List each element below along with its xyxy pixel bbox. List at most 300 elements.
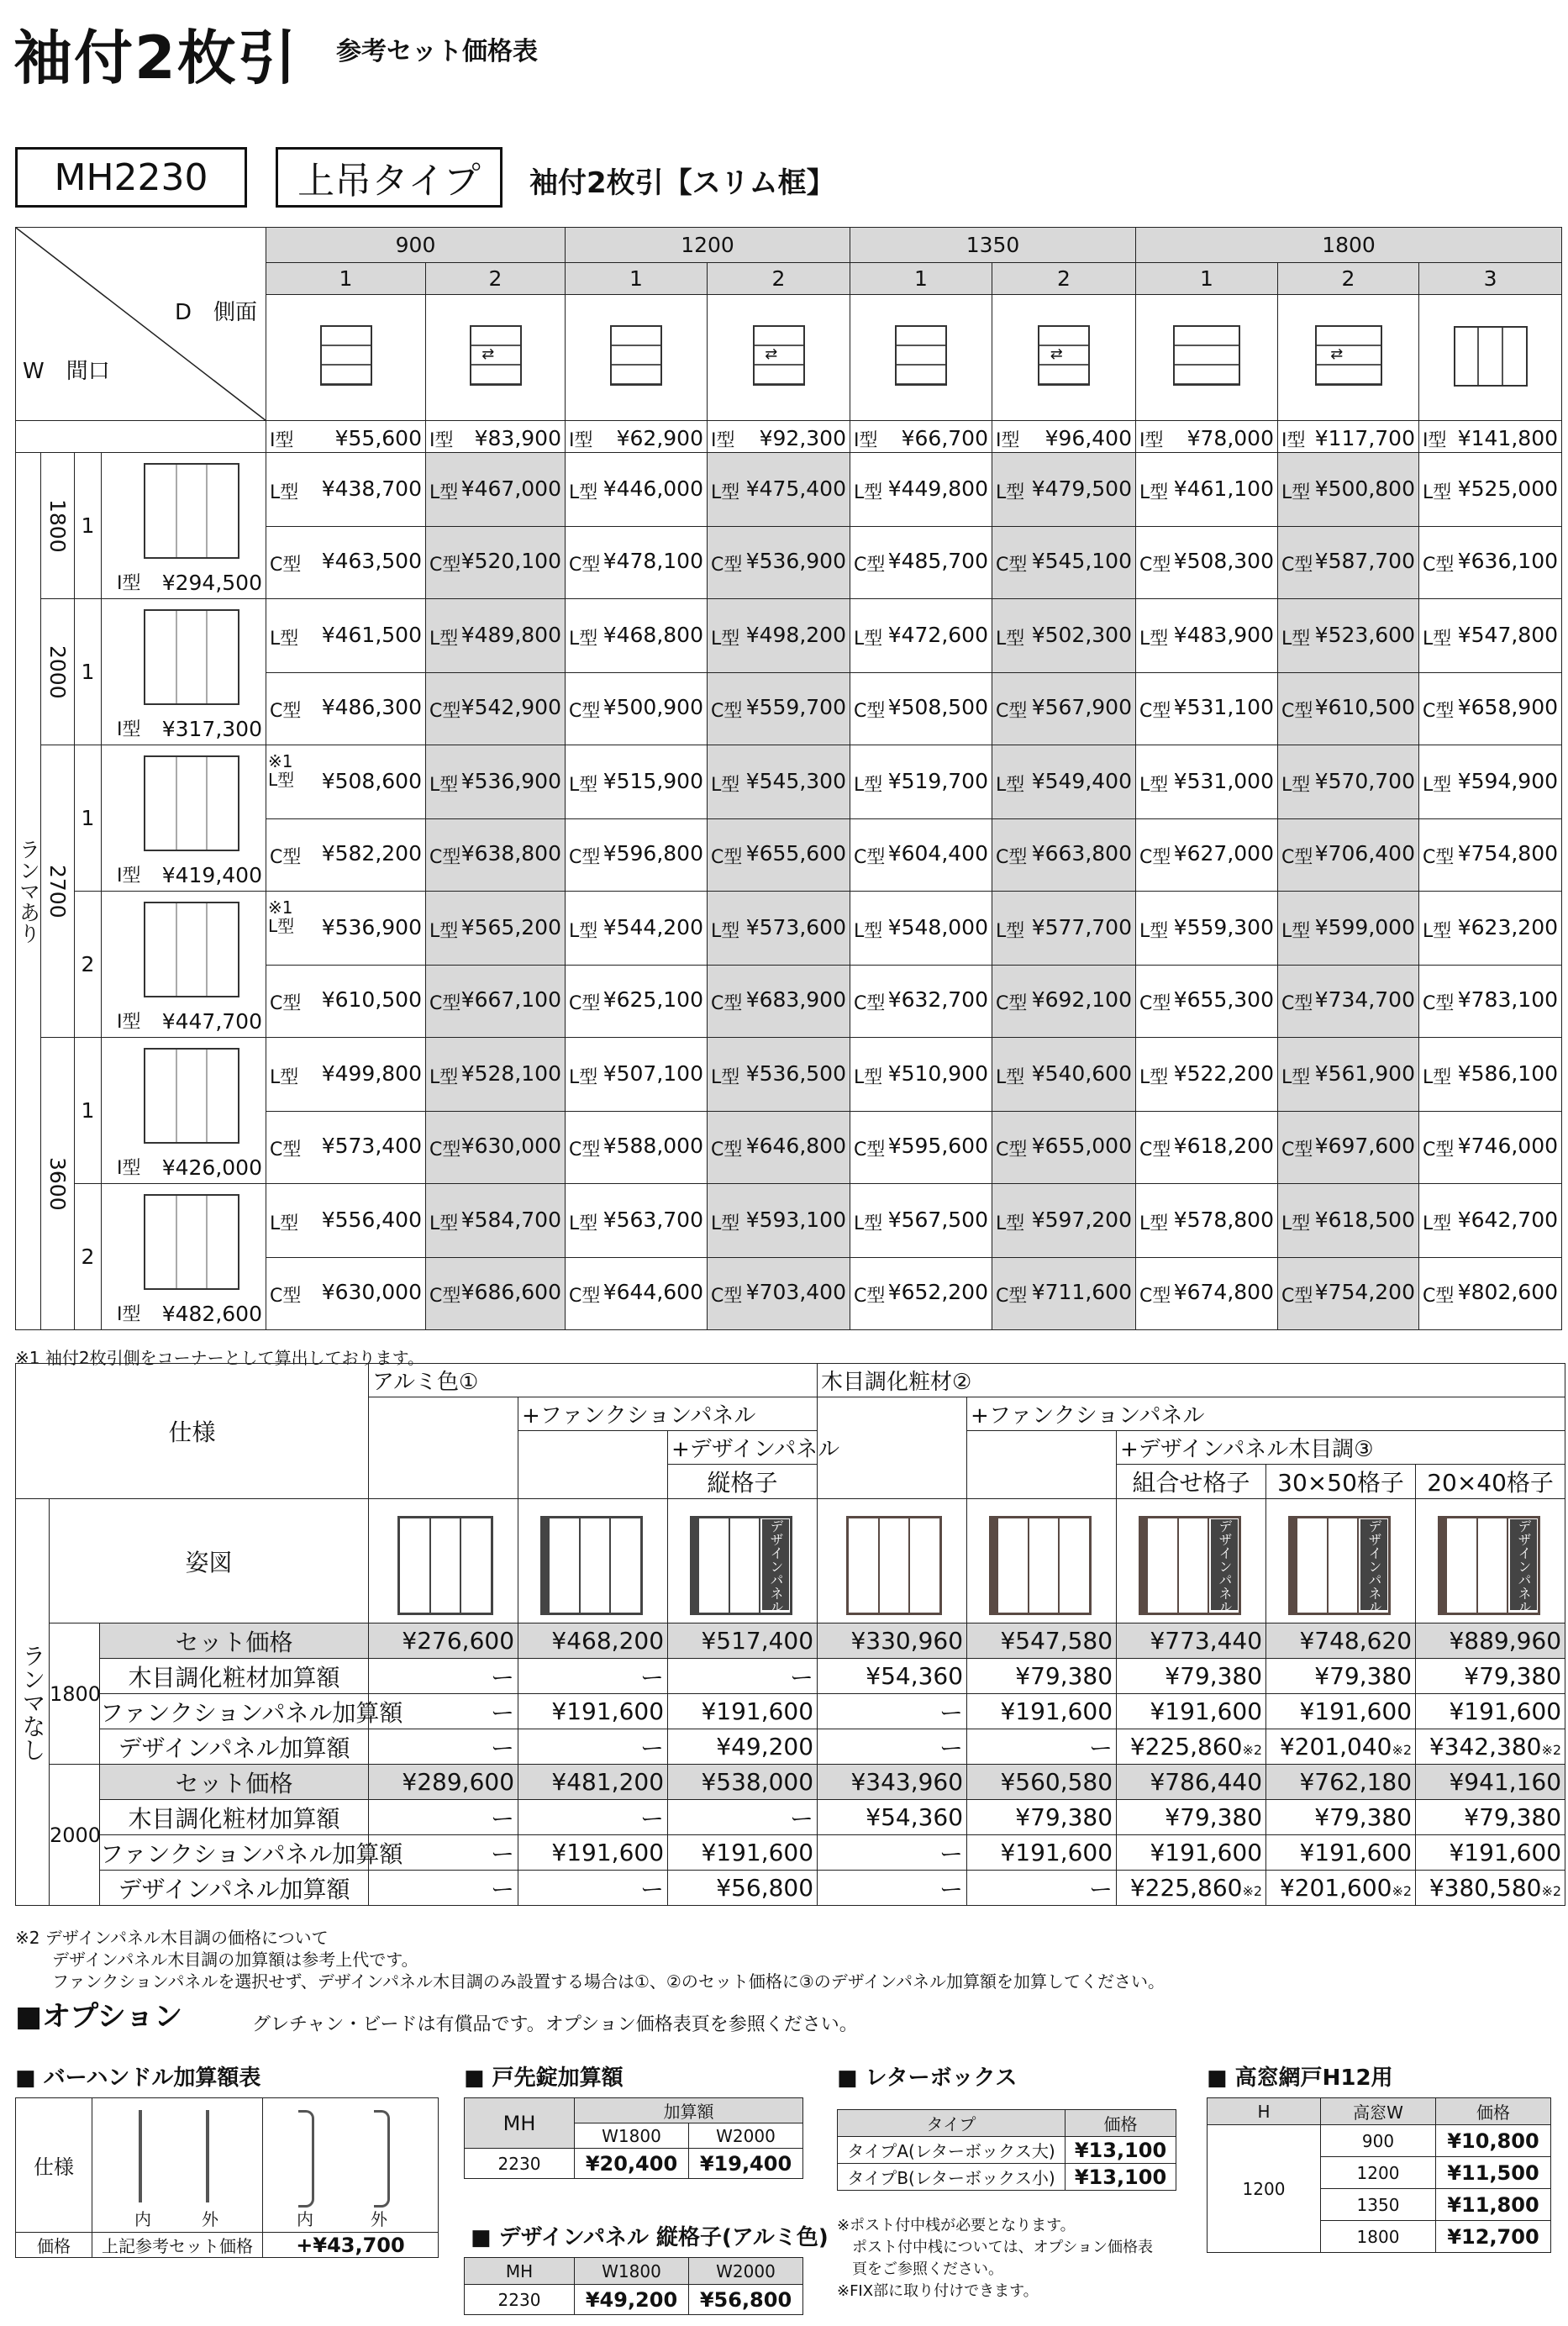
price-cell: C型 ¥692,100 <box>992 966 1136 1038</box>
price-cell: L型 ¥586,100 <box>1419 1038 1562 1112</box>
side-window-fig <box>266 295 426 421</box>
height-label: 2000 <box>41 599 75 745</box>
set-price: ¥380,580※2 <box>1416 1871 1565 1906</box>
set-row-label: ファンクションパネル加算額 <box>100 1835 369 1871</box>
price-cell: C型 ¥486,300 <box>266 673 426 745</box>
price-cell: L型 ¥502,300 <box>992 599 1136 673</box>
set-price: ー <box>369 1871 518 1906</box>
lock-v1: ¥20,400 <box>575 2149 689 2179</box>
price-cell: L型 ¥438,700 <box>266 453 426 527</box>
price-cell: C型 ¥686,600 <box>426 1258 566 1330</box>
top-price: I型 ¥83,900 <box>426 421 566 453</box>
price-cell: C型 ¥536,900 <box>708 527 850 599</box>
price-cell: L型 ¥584,700 <box>426 1184 566 1258</box>
row-number: 1 <box>75 1038 102 1184</box>
price-cell: L型 ¥561,900 <box>1278 1038 1419 1112</box>
note-2a: ※2 デザインパネル木目調の価格について <box>15 1928 329 1948</box>
bar-ref: 上記参考セット価格 <box>92 2233 263 2258</box>
side-window-fig: ⇄ <box>1278 295 1419 421</box>
lock-w1800: W1800 <box>575 2123 689 2149</box>
set-fig <box>818 1499 967 1623</box>
set-price: ¥889,960 <box>1416 1623 1565 1659</box>
design-wood-header: +デザインパネル木目調③ <box>1117 1431 1565 1465</box>
price-cell: L型 ¥479,500 <box>992 453 1136 527</box>
set-fig <box>369 1499 518 1623</box>
letter-row-a: タイプA(レターボックス大) <box>838 2137 1066 2164</box>
net-price: 価格 <box>1436 2098 1551 2125</box>
height-label: 1800 <box>41 453 75 599</box>
note-2b: デザインパネル木目調の加算額は参考上代です。 <box>52 1950 418 1970</box>
net-hv: 1200 <box>1208 2125 1321 2253</box>
wood-header: 木目調化粧材② <box>818 1364 1565 1397</box>
set-price: ¥191,600 <box>967 1694 1117 1729</box>
set-price: ¥481,200 <box>518 1765 668 1800</box>
set-fig: デザインパネル <box>1416 1499 1565 1623</box>
price-cell: L型 ¥468,800 <box>566 599 708 673</box>
row-number: 1 <box>75 453 102 599</box>
bar-handle-table <box>15 2097 439 2258</box>
price-cell: L型 ¥531,000 <box>1136 745 1278 819</box>
price-cell: L型 ¥556,400 <box>266 1184 426 1258</box>
front-fig: I型 ¥294,500 <box>102 453 266 599</box>
top-price: I型 ¥62,900 <box>566 421 708 453</box>
price-cell: C型 ¥674,800 <box>1136 1258 1278 1330</box>
row-number: 1 <box>75 599 102 745</box>
lock-mh: MH <box>465 2098 575 2149</box>
price-cell: C型 ¥655,600 <box>708 819 850 892</box>
price-cell: L型 ¥642,700 <box>1419 1184 1562 1258</box>
kumi-header: 組合せ格子 <box>1117 1465 1266 1499</box>
price-cell: C型 ¥618,200 <box>1136 1112 1278 1184</box>
set-price: ¥560,580 <box>967 1765 1117 1800</box>
side-window-fig: ⇄ <box>426 295 566 421</box>
set-price: ¥56,800 <box>668 1871 818 1906</box>
price-cell: C型 ¥478,100 <box>566 527 708 599</box>
front-fig: I型 ¥419,400 <box>102 745 266 892</box>
row-number: 1 <box>75 745 102 892</box>
letter-table <box>837 2109 1176 2191</box>
price-cell: L型 ¥489,800 <box>426 599 566 673</box>
design-header: +デザインパネル <box>668 1431 818 1465</box>
price-cell: L型 ¥544,200 <box>566 892 708 966</box>
price-cell: C型 ¥652,200 <box>850 1258 992 1330</box>
set-price: ー <box>818 1694 967 1729</box>
price-cell: L型 ¥499,800 <box>266 1038 426 1112</box>
set-price: ¥547,580 <box>967 1623 1117 1659</box>
price-cell: L型 ¥461,100 <box>1136 453 1278 527</box>
bar-fig-1 <box>92 2098 263 2233</box>
set-price: ー <box>818 1729 967 1765</box>
set-fig: デザインパネル <box>1117 1499 1266 1623</box>
series-label: 袖付2枚引【スリム框】 <box>529 166 835 200</box>
set-fig <box>967 1499 1117 1623</box>
price-cell: C型 ¥627,000 <box>1136 819 1278 892</box>
set-fig: デザインパネル <box>668 1499 818 1623</box>
set-price: ¥289,600 <box>369 1765 518 1800</box>
set-price: ¥191,600 <box>1266 1694 1416 1729</box>
set-price: ¥276,600 <box>369 1623 518 1659</box>
price-cell: C型 ¥754,800 <box>1419 819 1562 892</box>
bar-title: ■ バーハンドル加算額表 <box>15 2066 261 2091</box>
set-price: ¥773,440 <box>1117 1623 1266 1659</box>
price-cell: C型 ¥783,100 <box>1419 966 1562 1038</box>
price-cell: L型 ¥597,200 <box>992 1184 1136 1258</box>
lock-row: 2230 <box>465 2149 575 2179</box>
dp-w1800: W1800 <box>575 2258 689 2285</box>
price-cell: C型 ¥644,600 <box>566 1258 708 1330</box>
lock-kasan: 加算額 <box>575 2098 803 2123</box>
price-cell: C型 ¥632,700 <box>850 966 992 1038</box>
price-cell: L型 ¥528,100 <box>426 1038 566 1112</box>
letter-row-b: タイプB(レターボックス小) <box>838 2164 1066 2191</box>
set-price: ¥79,380 <box>1266 1800 1416 1835</box>
width-header: 1800 <box>1136 228 1562 263</box>
price-cell: L型 ¥549,400 <box>992 745 1136 819</box>
price-cell: L型 ¥475,400 <box>708 453 850 527</box>
price-cell: C型 ¥587,700 <box>1278 527 1419 599</box>
set-price: ¥191,600 <box>1416 1694 1565 1729</box>
lock-v2: ¥19,400 <box>689 2149 803 2179</box>
price-cell: L型 ¥594,900 <box>1419 745 1562 819</box>
pull-handle-icon <box>298 2110 314 2208</box>
price-cell: C型 ¥655,000 <box>992 1112 1136 1184</box>
top-price: I型 ¥55,600 <box>266 421 426 453</box>
price-cell: C型 ¥646,800 <box>708 1112 850 1184</box>
front-fig: I型 ¥447,700 <box>102 892 266 1038</box>
net-w: 高窓W <box>1321 2098 1436 2125</box>
set-price: ¥225,860※2 <box>1117 1871 1266 1906</box>
ranma-label: ランマあり <box>16 453 41 1330</box>
set-price: ー <box>818 1835 967 1871</box>
set-price: ¥191,600 <box>1416 1835 1565 1871</box>
column-number: 2 <box>1278 263 1419 295</box>
set-row-label: セット価格 <box>100 1623 369 1659</box>
set-price: ¥941,160 <box>1416 1765 1565 1800</box>
nashi-label: ランマなし <box>16 1499 50 1906</box>
set-row-label: 木目調化粧材加算額 <box>100 1659 369 1694</box>
price-cell: C型 ¥746,000 <box>1419 1112 1562 1184</box>
note-2c: ファンクションパネルを選択せず、デザインパネル木目調のみ設置する場合は①、②のセット価格に③のデザインパネル加算額を加算してください。 <box>52 1971 1165 1992</box>
main-price-table <box>15 227 1562 1330</box>
price-cell: C型 ¥734,700 <box>1278 966 1419 1038</box>
price-cell: C型 ¥463,500 <box>266 527 426 599</box>
price-cell: L型 ¥540,600 <box>992 1038 1136 1112</box>
dp-mh: MH <box>465 2258 575 2285</box>
net-table: H 高窓W 価格 1200 900 ¥10,800 1200 ¥11,500 1350 ¥11,800 1800 ¥12,700 <box>1207 2097 1551 2253</box>
dp-v2: ¥56,800 <box>689 2285 803 2315</box>
set-fig: デザインパネル <box>1266 1499 1416 1623</box>
column-number: 3 <box>1419 263 1562 295</box>
bar-in-label: 内 <box>134 2209 151 2229</box>
bar-in-label: 内 <box>297 2209 313 2229</box>
price-cell: C型 ¥630,000 <box>266 1258 426 1330</box>
price-cell: L型 ¥599,000 <box>1278 892 1419 966</box>
column-number: 1 <box>266 263 426 295</box>
bar-price-label: 価格 <box>16 2233 92 2258</box>
price-cell: C型 ¥638,800 <box>426 819 566 892</box>
set-price: ¥343,960 <box>818 1765 967 1800</box>
set-price: ー <box>518 1800 668 1835</box>
page-title: 袖付2枚引 <box>13 24 298 92</box>
set-price: ー <box>369 1694 518 1729</box>
bar-spec: 仕様 <box>16 2098 92 2233</box>
set-price: ¥786,440 <box>1117 1765 1266 1800</box>
set-price: ¥201,600※2 <box>1266 1871 1416 1906</box>
price-cell: L型 ¥449,800 <box>850 453 992 527</box>
price-cell: C型 ¥596,800 <box>566 819 708 892</box>
set-price: ¥191,600 <box>668 1835 818 1871</box>
top-price: I型 ¥92,300 <box>708 421 850 453</box>
set-price: ¥79,380 <box>967 1659 1117 1694</box>
set-price: ¥79,380 <box>1117 1659 1266 1694</box>
set-price: ¥191,600 <box>1266 1835 1416 1871</box>
row-number: 2 <box>75 1184 102 1330</box>
fig-label: 姿図 <box>50 1499 369 1623</box>
price-cell: C型 ¥582,200 <box>266 819 426 892</box>
price-cell: C型 ¥545,100 <box>992 527 1136 599</box>
price-cell: L型 ¥522,200 <box>1136 1038 1278 1112</box>
bar-handle-icon <box>206 2110 209 2202</box>
price-cell: C型 ¥683,900 <box>708 966 850 1038</box>
option-title: ■オプション <box>15 2000 183 2034</box>
price-cell: C型 ¥604,400 <box>850 819 992 892</box>
set-price: ー <box>668 1659 818 1694</box>
lock-table <box>464 2097 803 2179</box>
set-price: ¥342,380※2 <box>1416 1729 1565 1765</box>
type-box: 上吊タイプ <box>276 147 502 208</box>
set-price: ¥79,380 <box>1416 1659 1565 1694</box>
net-title: ■ 高窓網戸H12用 <box>1207 2066 1393 2091</box>
price-cell: C型 ¥610,500 <box>266 966 426 1038</box>
price-cell: C型 ¥630,000 <box>426 1112 566 1184</box>
price-cell: C型 ¥703,400 <box>708 1258 850 1330</box>
top-price: I型 ¥141,800 <box>1419 421 1562 453</box>
column-number: 1 <box>850 263 992 295</box>
set-price: ー <box>369 1729 518 1765</box>
price-cell: C型 ¥485,700 <box>850 527 992 599</box>
price-cell: C型 ¥706,400 <box>1278 819 1419 892</box>
price-cell: L型 ¥548,000 <box>850 892 992 966</box>
side-window-fig <box>1136 295 1278 421</box>
side-window-fig: ⇄ <box>708 295 850 421</box>
front-fig: I型 ¥426,000 <box>102 1038 266 1184</box>
price-cell: L型 ¥483,900 <box>1136 599 1278 673</box>
set-price: ¥49,200 <box>668 1729 818 1765</box>
price-cell: ※1 L型 ¥536,900 <box>266 892 426 966</box>
set-price: ¥191,600 <box>518 1694 668 1729</box>
price-cell: C型 ¥588,000 <box>566 1112 708 1184</box>
page-subtitle: 参考セット価格表 <box>336 37 538 66</box>
price-cell: C型 ¥697,600 <box>1278 1112 1419 1184</box>
set-price: ー <box>967 1729 1117 1765</box>
func-header-wood: +ファンクションパネル <box>967 1397 1565 1431</box>
dp-row: 2230 <box>465 2285 575 2315</box>
dp-w2000: W2000 <box>689 2258 803 2285</box>
set-price: ー <box>369 1659 518 1694</box>
price-cell: L型 ¥467,000 <box>426 453 566 527</box>
price-cell: C型 ¥655,300 <box>1136 966 1278 1038</box>
k2040-header: 20×40格子 <box>1416 1465 1565 1499</box>
set-price: ¥762,180 <box>1266 1765 1416 1800</box>
column-number: 2 <box>992 263 1136 295</box>
func-header: +ファンクションパネル <box>518 1397 818 1431</box>
set-fig <box>518 1499 668 1623</box>
bar-handle-icon <box>139 2110 142 2202</box>
letter-notes: ※ポスト付中桟が必要となります。 ポスト付中桟については、オプション価格表 頁をご参照ください。 ※FIX部に取り付けできます。 <box>837 2217 1154 2300</box>
price-cell: L型 ¥570,700 <box>1278 745 1419 819</box>
side-window-fig <box>1419 295 1562 421</box>
price-cell: L型 ¥545,300 <box>708 745 850 819</box>
price-cell: C型 ¥711,600 <box>992 1258 1136 1330</box>
bar-fig-2 <box>263 2098 439 2233</box>
corner-w: W 間口 <box>23 359 110 384</box>
base-price: ¥419,400 <box>161 863 262 887</box>
price-cell: L型 ¥565,200 <box>426 892 566 966</box>
price-cell: L型 ¥563,700 <box>566 1184 708 1258</box>
set-price: ¥191,600 <box>518 1835 668 1871</box>
letter-title: ■ レターボックス <box>837 2066 1018 2091</box>
top-price: I型 ¥66,700 <box>850 421 992 453</box>
price-cell: L型 ¥472,600 <box>850 599 992 673</box>
spec-label: 仕様 <box>16 1364 369 1499</box>
side-window-fig <box>566 295 708 421</box>
width-header: 900 <box>266 228 566 263</box>
price-cell: C型 ¥754,200 <box>1278 1258 1419 1330</box>
lock-w2000: W2000 <box>689 2123 803 2149</box>
set-price: ー <box>518 1729 668 1765</box>
price-cell: L型 ¥593,100 <box>708 1184 850 1258</box>
base-price: ¥317,300 <box>161 717 262 741</box>
set-price: ¥330,960 <box>818 1623 967 1659</box>
price-cell: L型 ¥446,000 <box>566 453 708 527</box>
set-price: ¥517,400 <box>668 1623 818 1659</box>
top-price: I型 ¥78,000 <box>1136 421 1278 453</box>
price-cell: C型 ¥802,600 <box>1419 1258 1562 1330</box>
price-cell: L型 ¥498,200 <box>708 599 850 673</box>
column-number: 1 <box>1136 263 1278 295</box>
set-price: ¥79,380 <box>1117 1800 1266 1835</box>
base-price: ¥482,600 <box>161 1302 262 1326</box>
set-price: ¥54,360 <box>818 1659 967 1694</box>
net-h: H <box>1208 2098 1321 2125</box>
set-price: ¥191,600 <box>1117 1835 1266 1871</box>
set-row-label: ファンクションパネル加算額 <box>100 1694 369 1729</box>
bar-out-label: 外 <box>371 2209 387 2229</box>
price-cell: C型 ¥636,100 <box>1419 527 1562 599</box>
height-label: 3600 <box>41 1038 75 1330</box>
column-number: 2 <box>426 263 566 295</box>
price-cell: C型 ¥542,900 <box>426 673 566 745</box>
price-cell: L型 ¥525,000 <box>1419 453 1562 527</box>
set-price: ¥538,000 <box>668 1765 818 1800</box>
price-cell: C型 ¥508,300 <box>1136 527 1278 599</box>
bar-out-label: 外 <box>202 2209 218 2229</box>
set-row-label: セット価格 <box>100 1765 369 1800</box>
model-box: MH2230 <box>15 147 247 208</box>
price-cell: C型 ¥531,100 <box>1136 673 1278 745</box>
price-cell: L型 ¥515,900 <box>566 745 708 819</box>
price-cell: L型 ¥461,500 <box>266 599 426 673</box>
front-fig: I型 ¥317,300 <box>102 599 266 745</box>
price-cell: C型 ¥520,100 <box>426 527 566 599</box>
note-1: ※1 袖付2枚引側をコーナーとして算出しております。 <box>15 1348 424 1368</box>
price-cell: L型 ¥578,800 <box>1136 1184 1278 1258</box>
set-price: ー <box>518 1659 668 1694</box>
price-cell: L型 ¥567,500 <box>850 1184 992 1258</box>
price-cell: C型 ¥625,100 <box>566 966 708 1038</box>
set-price: ー <box>818 1871 967 1906</box>
column-number: 1 <box>566 263 708 295</box>
width-header: 1200 <box>566 228 850 263</box>
price-cell: L型 ¥577,700 <box>992 892 1136 966</box>
alu-header: アルミ色① <box>369 1364 818 1397</box>
set-row-label: デザインパネル加算額 <box>100 1729 369 1765</box>
side-window-fig <box>850 295 992 421</box>
price-cell: C型 ¥667,100 <box>426 966 566 1038</box>
set-price: ¥201,040※2 <box>1266 1729 1416 1765</box>
set-row-label: デザインパネル加算額 <box>100 1871 369 1906</box>
side-window-fig: ⇄ <box>992 295 1136 421</box>
set-price: ¥468,200 <box>518 1623 668 1659</box>
price-cell: L型 ¥618,500 <box>1278 1184 1419 1258</box>
dp-table <box>464 2257 803 2315</box>
set-price: ー <box>518 1871 668 1906</box>
height-label: 2700 <box>41 745 75 1038</box>
base-price: ¥294,500 <box>161 571 262 595</box>
set-price: ー <box>967 1871 1117 1906</box>
set-price: ¥191,600 <box>668 1694 818 1729</box>
set-price: ¥191,600 <box>967 1835 1117 1871</box>
set-price: ¥79,380 <box>1266 1659 1416 1694</box>
price-cell: L型 ¥523,600 <box>1278 599 1419 673</box>
price-cell: L型 ¥623,200 <box>1419 892 1562 966</box>
bar-price: +¥43,700 <box>263 2233 439 2258</box>
price-cell: C型 ¥567,900 <box>992 673 1136 745</box>
set-price: ー <box>369 1835 518 1871</box>
price-cell: C型 ¥573,400 <box>266 1112 426 1184</box>
letter-price-b: ¥13,100 <box>1066 2164 1176 2191</box>
price-cell: L型 ¥536,500 <box>708 1038 850 1112</box>
set-price: ¥54,360 <box>818 1800 967 1835</box>
set-price: ¥79,380 <box>967 1800 1117 1835</box>
corner-cell <box>16 228 266 421</box>
letter-price: 価格 <box>1066 2110 1176 2137</box>
price-cell: L型 ¥507,100 <box>566 1038 708 1112</box>
price-cell: L型 ¥559,300 <box>1136 892 1278 966</box>
top-price: I型 ¥96,400 <box>992 421 1136 453</box>
price-cell: L型 ¥500,800 <box>1278 453 1419 527</box>
pull-handle-icon <box>374 2110 390 2208</box>
set-price: ¥79,380 <box>1416 1800 1565 1835</box>
column-number: 2 <box>708 263 850 295</box>
set-height: 1800 <box>50 1623 100 1765</box>
price-cell: C型 ¥610,500 <box>1278 673 1419 745</box>
price-cell: C型 ¥658,900 <box>1419 673 1562 745</box>
price-cell: C型 ¥500,900 <box>566 673 708 745</box>
letter-type: タイプ <box>838 2110 1066 2137</box>
dp-v1: ¥49,200 <box>575 2285 689 2315</box>
front-fig: I型 ¥482,600 <box>102 1184 266 1330</box>
set-row-label: 木目調化粧材加算額 <box>100 1800 369 1835</box>
lock-title: ■ 戸先錠加算額 <box>464 2066 624 2091</box>
price-cell: L型 ¥573,600 <box>708 892 850 966</box>
letter-price-a: ¥13,100 <box>1066 2137 1176 2164</box>
price-cell: ※1 L型 ¥508,600 <box>266 745 426 819</box>
price-cell: C型 ¥663,800 <box>992 819 1136 892</box>
price-cell: L型 ¥536,900 <box>426 745 566 819</box>
dp-title: ■ デザインパネル 縦格子(アルミ色) <box>471 2225 829 2250</box>
base-price: ¥447,700 <box>161 1009 262 1034</box>
